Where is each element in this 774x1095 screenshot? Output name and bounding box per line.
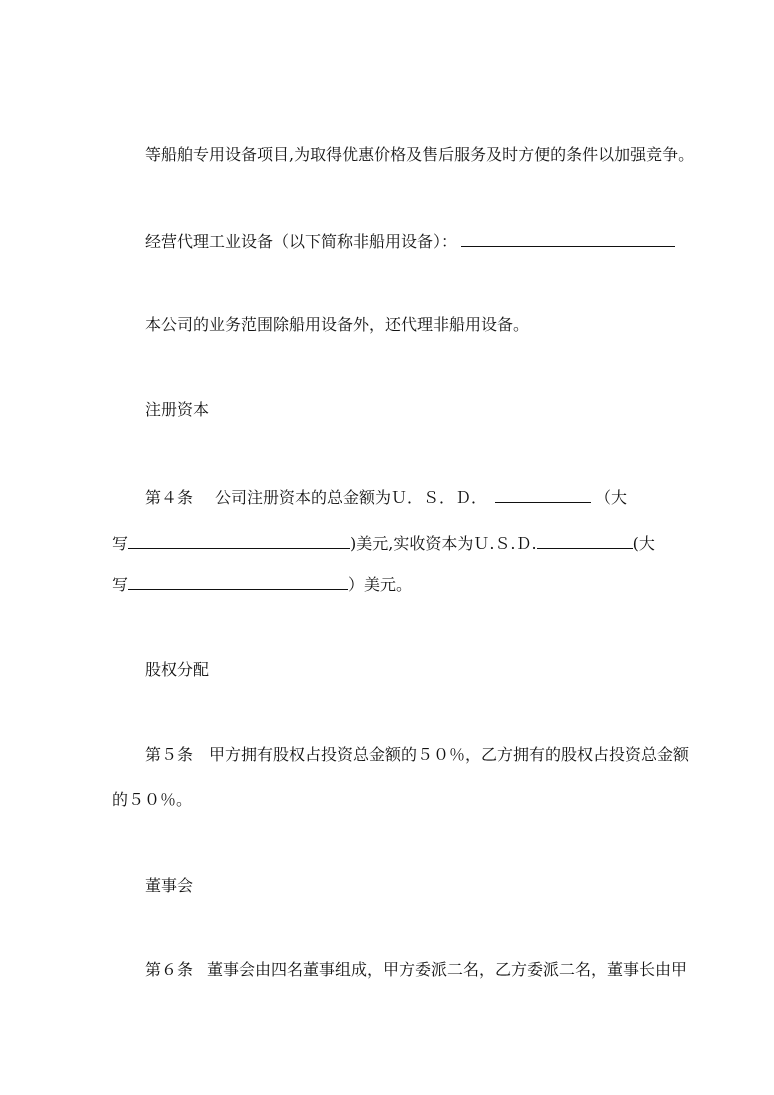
text: 的５０％。 [112, 790, 193, 809]
article-4-line-3 [112, 573, 412, 595]
paragraph-business-scope [145, 315, 529, 335]
heading-registered-capital: 注册资本 [145, 400, 210, 419]
paragraph-non-marine-equipment [145, 230, 675, 252]
article-number: 第６条 [145, 960, 194, 979]
fill-in-blank [128, 532, 350, 549]
heading-equity-distribution: 股权分配 [145, 660, 210, 679]
text: ）美元。 [348, 575, 413, 594]
paragraph-equipment-projects [145, 145, 694, 165]
article-4-line-2 [112, 532, 655, 554]
article-5-line-2 [112, 790, 192, 810]
text: 写 [112, 534, 129, 553]
heading-board-of-directors: 董事会 [145, 876, 194, 895]
text: )美元,实收资本为Ｕ.Ｓ.Ｄ. [350, 534, 537, 553]
text: 甲方拥有股权占投资总金额的５０％，乙方拥有的股权占投资总金额 [209, 745, 690, 764]
fill-in-blank [128, 573, 348, 590]
text: 本公司的业务范围除船用设备外，还代理非船用设备。 [145, 315, 530, 334]
article-6-line-1 [145, 960, 687, 980]
article-number: 第５条 [145, 745, 194, 764]
text: (大 [632, 534, 655, 553]
text: （大 [595, 488, 628, 507]
article-number: 第４条 [145, 488, 194, 507]
article-5-line-1 [145, 745, 689, 765]
text: 等船舶专用设备项目,为取得优惠价格及售后服务及时方便的条件以加强竞争。 [145, 145, 695, 164]
article-4-line-1 [145, 486, 627, 508]
text: 经营代理工业设备（以下简称非船用设备）： [145, 232, 458, 251]
text: 董事会由四名董事组成，甲方委派二名，乙方委派二名，董事长由甲 [207, 960, 688, 979]
text: 公司注册资本的总金额为Ｕ．Ｓ．Ｄ． [215, 488, 488, 507]
text: 写 [112, 575, 129, 594]
fill-in-blank [461, 230, 675, 247]
fill-in-blank [537, 532, 633, 549]
fill-in-blank [495, 486, 591, 503]
